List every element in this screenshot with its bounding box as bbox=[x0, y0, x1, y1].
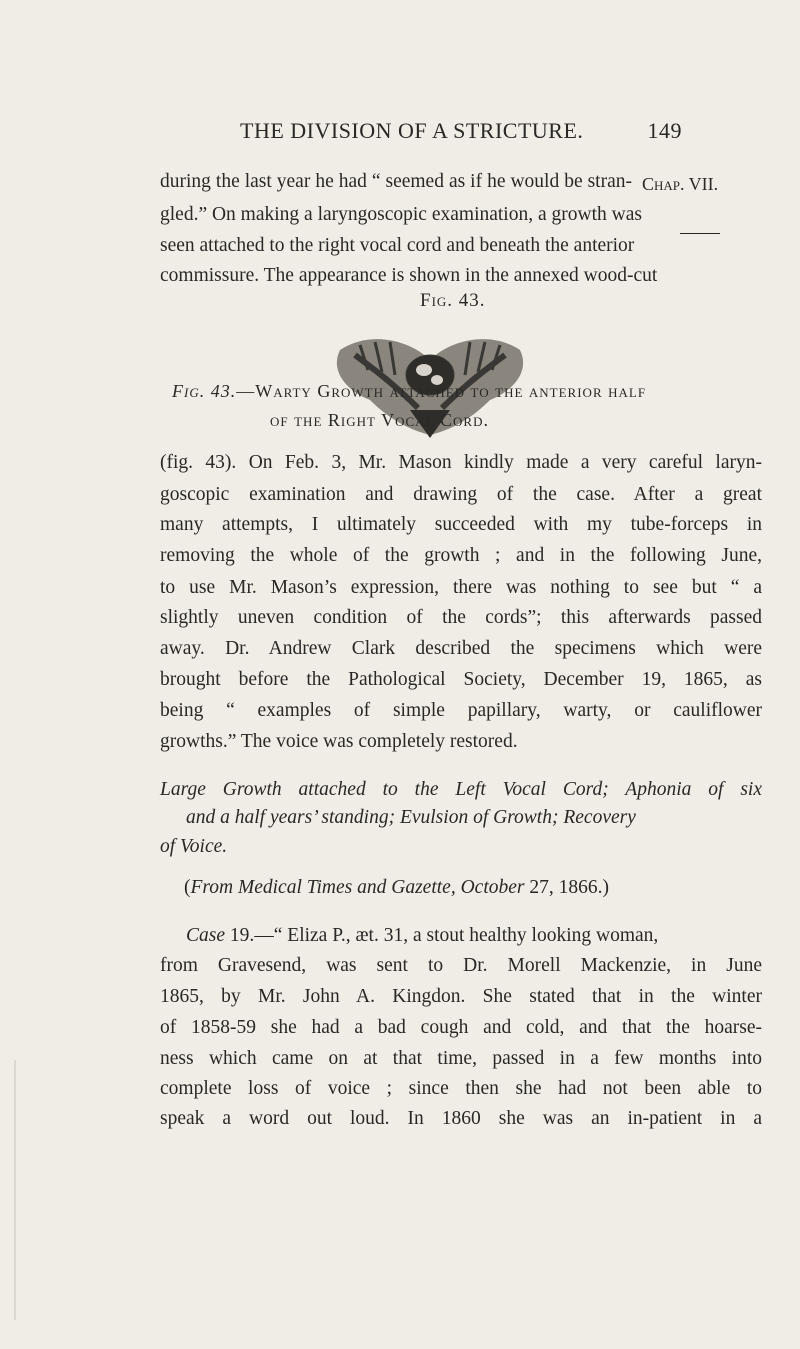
figure-label: Fig. 43. bbox=[420, 290, 486, 311]
body-line: gled.” On making a laryngoscopic examination, a growth was bbox=[160, 204, 642, 225]
source-open-paren: ( bbox=[184, 877, 191, 898]
case-text-line: 1865, by Mr. John A. Kingdon. She stated that in the winter bbox=[160, 986, 762, 1007]
case-heading-line: and a half years’ standing; Evulsion of Growth; Recovery bbox=[186, 807, 636, 828]
case-text-line: from Gravesend, was sent to Dr. Morell Mackenzie, in June bbox=[160, 955, 762, 976]
source-citation bbox=[184, 877, 609, 899]
case-text-line: complete loss of voice ; since then she had not been able to bbox=[160, 1078, 762, 1099]
body-line: many attempts, I ultimately succeeded with my tube-forceps in bbox=[160, 514, 762, 535]
case-text-line bbox=[186, 925, 762, 947]
body-line: being “ examples of simple papillary, warty, or cauliflower bbox=[160, 700, 762, 721]
marginal-dash bbox=[680, 233, 720, 234]
chapter-marginal-note: Chap. VII. bbox=[642, 174, 719, 194]
case-lead-rest: 19.—“ Eliza P., æt. 31, a stout healthy looking woman, bbox=[225, 925, 659, 946]
case-text-line: ness which came on at that time, passed in a few months into bbox=[160, 1048, 762, 1069]
body-line: slightly uneven condition of the cords”; this afterwards passed bbox=[160, 607, 762, 628]
figure-caption-line bbox=[172, 381, 774, 402]
body-line: seen attached to the right vocal cord and beneath the anterior bbox=[160, 235, 635, 256]
figure-caption-text: —Warty Growth attached to the anterior half bbox=[236, 381, 647, 401]
page-number: 149 bbox=[647, 118, 682, 143]
body-line: goscopic examination and drawing of the case. After a great bbox=[160, 484, 762, 505]
case-heading-line: Large Growth attached to the Left Vocal Cord; Aphonia of six bbox=[160, 779, 762, 800]
body-line: brought before the Pathological Society, December 19, 1865, as bbox=[160, 669, 762, 690]
figure-caption-line: of the Right Vocal Cord. bbox=[270, 410, 489, 430]
figure-caption-lead: Fig. 43. bbox=[172, 381, 237, 401]
body-line: to use Mr. Mason’s expression, there was nothing to see but “ a bbox=[160, 577, 762, 598]
running-title: THE DIVISION OF A STRICTURE. bbox=[240, 118, 584, 143]
body-line: removing the whole of the growth ; and in the following June, bbox=[160, 545, 762, 566]
case-lead: Case bbox=[186, 925, 225, 946]
source-date: 27, 1866.) bbox=[524, 877, 609, 898]
case-text-line: speak a word out loud. In 1860 she was an in-patient in a bbox=[160, 1108, 762, 1129]
body-line: away. Dr. Andrew Clark described the specimens which were bbox=[160, 638, 762, 659]
case-heading-line: of Voice. bbox=[160, 836, 228, 857]
case-text-line: of 1858-59 she had a bad cough and cold, and that the hoarse- bbox=[160, 1017, 762, 1038]
page-edge-shadow bbox=[14, 1060, 16, 1320]
body-line: growths.” The voice was completely restored. bbox=[160, 731, 518, 752]
body-line: during the last year he had “ seemed as if he would be stran- bbox=[160, 171, 632, 192]
body-line: (fig. 43). On Feb. 3, Mr. Mason kindly made a very careful laryn- bbox=[160, 452, 762, 473]
body-line: commissure. The appearance is shown in the annexed wood-cut bbox=[160, 265, 658, 286]
source-journal: From Medical Times and Gazette, October bbox=[190, 877, 525, 898]
